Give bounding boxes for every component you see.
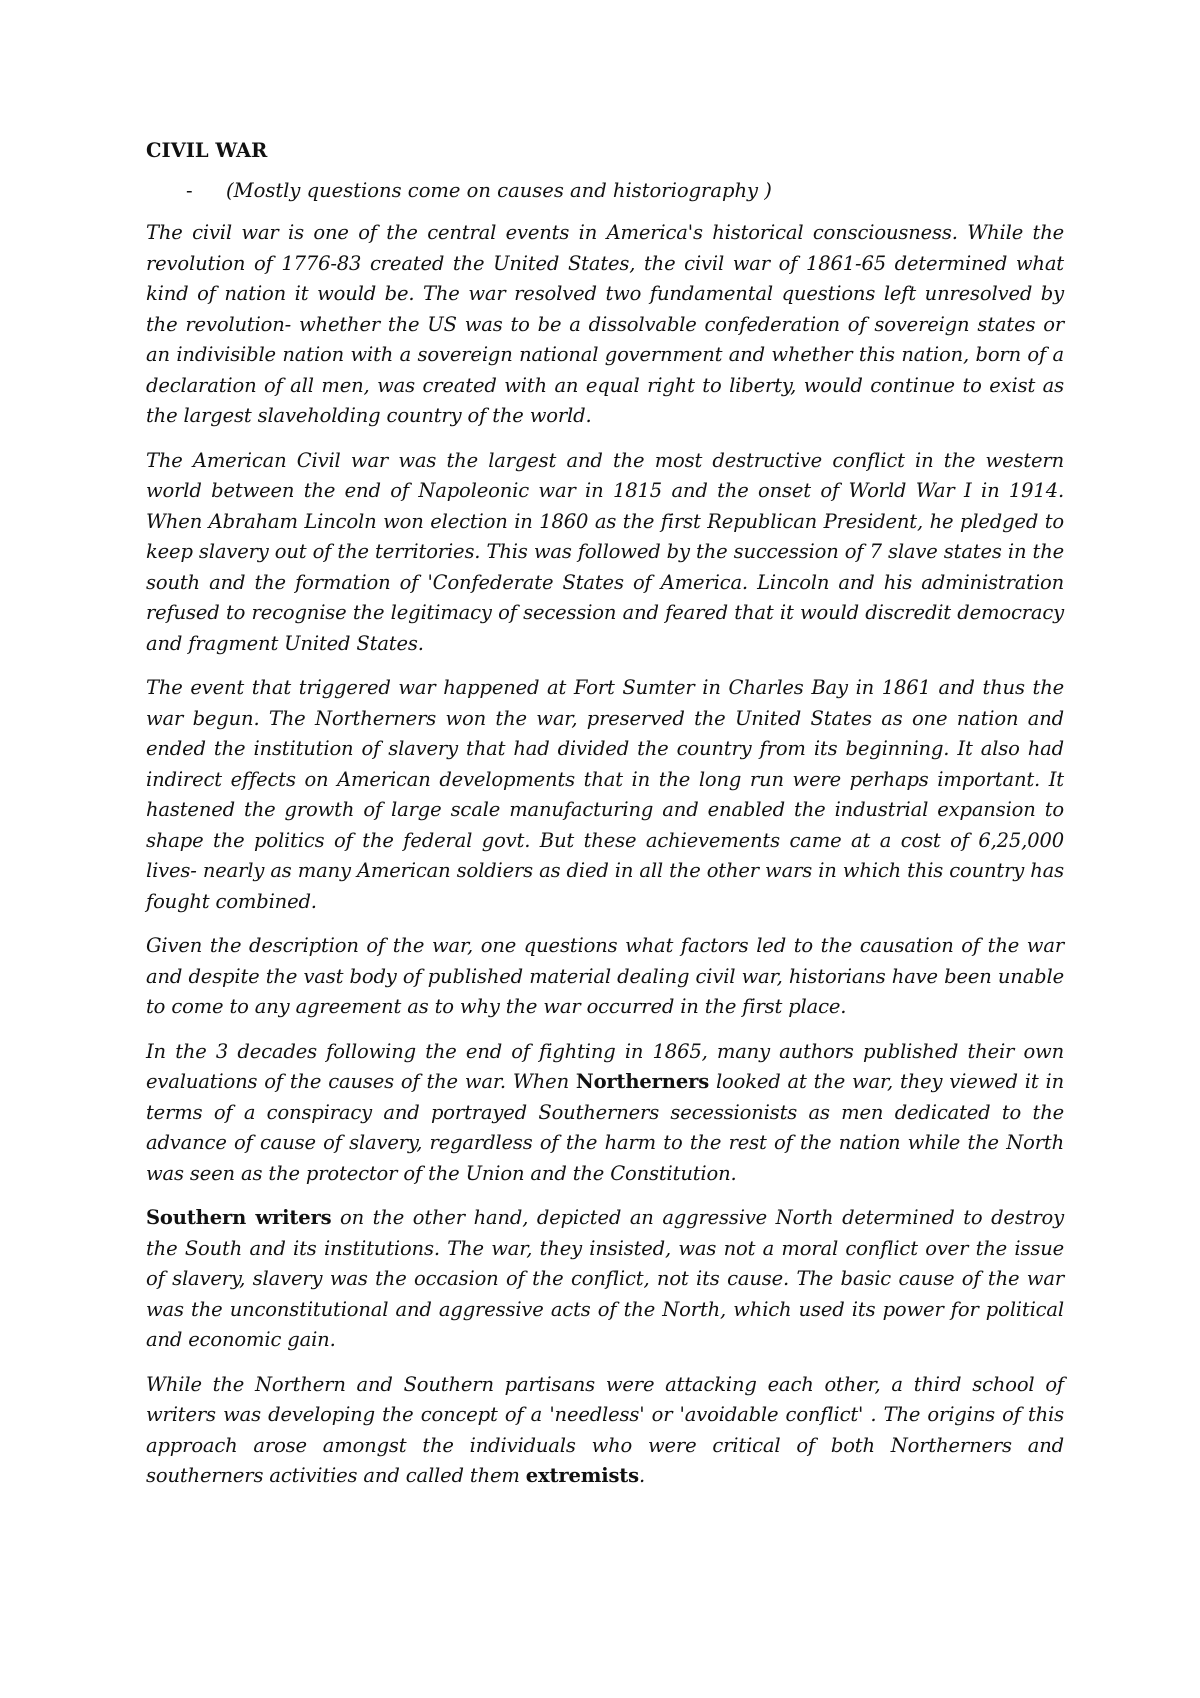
paragraph-fort-sumter: The event that triggered war happened at Fort Sumter in Charles Bay in 1861 and thus the war begun. The Northerners won the war, preserved the United States as one nation and ended the institution of slavery that had divided the country from its beginning. It also had indirect effects on American developments that in the long run were perhaps important. It hastened the growth of large scale manufacturing and enabled the industrial expansion to shape the politics of the federal govt. But these achievements came at a cost of 6,25,000 lives- nearly as many American soldiers as died in all the other wars in which this country has fought combined.	[146, 676, 1064, 913]
paragraph-conflict-overview: The American Civil war was the largest and the most destructive conflict in the western world between the end of Napoleonic war in 1815 and the onset of World War I in 1914. When Abraham Lincoln won election in 1860 as the first Republican President, he pledged to keep slavery out of the territories. This was followed by the succession of 7 slave states in the south and the formation of 'Confederate States of America. Lincoln and his administration refused to recognise the legitimacy of secession and feared that it would discredit democracy and fragment United States.	[146, 448, 1064, 655]
bullet-marker: -	[186, 179, 193, 202]
paragraph-text: on the other hand, depicted an aggressive North determined to destroy the South and its institutions. The war, they insisted, was not a moral conflict over the issue of slavery, slavery was the occasion of the conflict, not its cause. The basic cause of the war was the unconstitutional and aggressive acts of the North, which used its power for political and economic gain.	[146, 1206, 1064, 1351]
paragraph-third-school	[146, 1370, 1064, 1492]
document-title: CIVIL WAR	[146, 139, 268, 162]
bold-term-northerners: Northerners	[575, 1070, 710, 1093]
paragraph-causation: Given the description of the war, one questions what factors led to the causation of the war and despite the vast body of published material dealing civil war, historians have been unable to come to any agreement as to why the war occurred in the first place.	[146, 934, 1064, 1018]
paragraph-northern-view	[146, 1037, 1064, 1190]
paragraph-text: .	[639, 1464, 646, 1487]
paragraph-significance: The civil war is one of the central events in America's historical consciousness. While the revolution of 1776-83 created the United States, the civil war of 1861-65 determined what kind of nation it would be. The war resolved two fundamental questions left unresolved by the revolution- whether the US was to be a dissolvable confederation of sovereign states or an indivisible nation with a sovereign national government and whether this nation, born of a declaration of all men, was created with an equal right to liberty, would continue to exist as the largest slaveholding country of the world.	[146, 221, 1064, 427]
paragraph-text: looked at the war, they viewed it in terms of a conspiracy and portrayed Southerners secessionists as men dedicated to the advance of cause of slavery, regardless of the harm to the rest of the nation while the North was seen as the protector of the Union and the Constitution.	[146, 1070, 1064, 1185]
bold-term-southern-writers: Southern writers	[146, 1206, 332, 1229]
paragraph-text: While the Northern and Southern partisans were attacking each other, a third school of writers was developing the concept of a 'needless' or 'avoidable conflict' . The origins of this approach arose amongst the individuals who were critical of both Northerners and southerners activities and called them	[146, 1372, 1064, 1487]
paragraph-southern-view	[146, 1203, 1064, 1356]
bullet-text: (Mostly questions come on causes and historiography )	[226, 179, 772, 202]
bold-term-extremists: extremists	[525, 1464, 639, 1487]
document-page	[146, 138, 1064, 1506]
bullet-item	[146, 176, 1064, 206]
paragraph-text: In the 3 decades following the end of fighting in 1865, many authors published their own evaluations of the causes of the war. When	[146, 1039, 1064, 1093]
